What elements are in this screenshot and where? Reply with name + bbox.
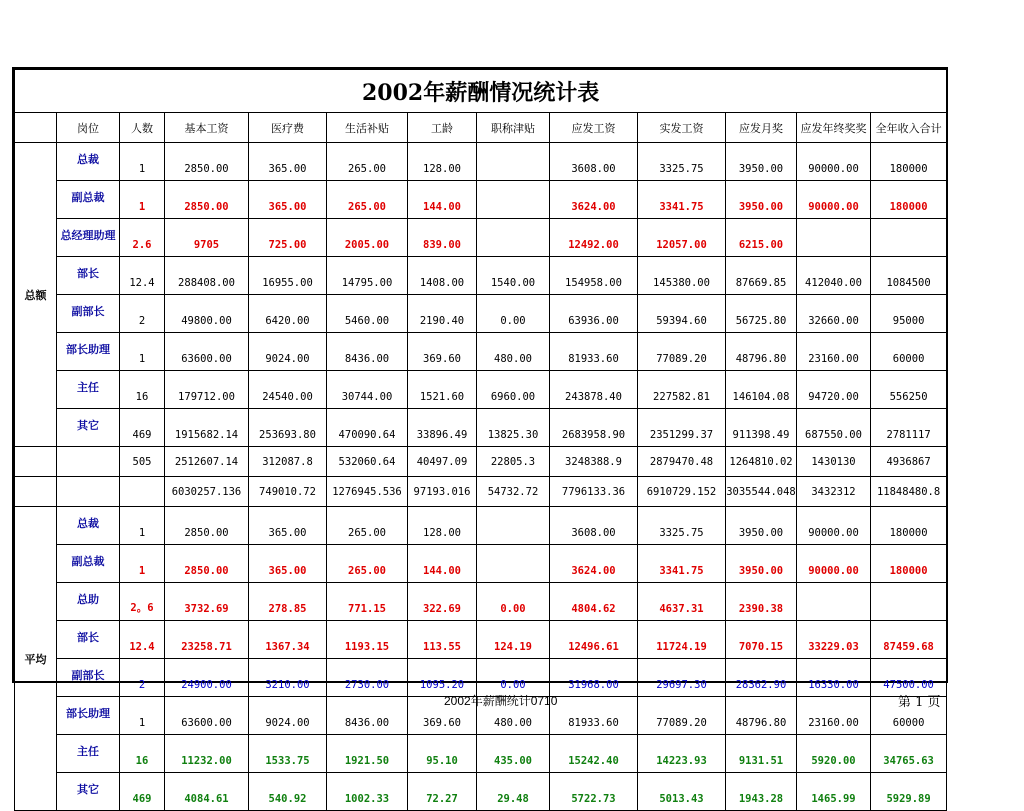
value-cell: 540.92 <box>249 773 327 811</box>
value-cell: 63936.00 <box>550 295 638 333</box>
value-cell: 1408.00 <box>408 257 477 295</box>
value-cell: 87669.85 <box>726 257 797 295</box>
value-cell: 243878.40 <box>550 371 638 409</box>
value-cell: 12492.00 <box>550 219 638 257</box>
header-row <box>15 113 947 143</box>
empty-cell <box>57 447 120 477</box>
table-row <box>15 545 947 583</box>
position-cell: 总经理助理 <box>57 219 120 257</box>
value-cell: 1367.34 <box>249 621 327 659</box>
value-cell: 7796133.36 <box>550 477 638 507</box>
value-cell: 312087.8 <box>249 447 327 477</box>
value-cell: 6030257.136 <box>165 477 249 507</box>
value-cell: 365.00 <box>249 181 327 219</box>
value-cell: 63600.00 <box>165 333 249 371</box>
column-header: 人数 <box>120 113 165 143</box>
value-cell: 180000 <box>871 507 947 545</box>
value-cell <box>797 583 871 621</box>
value-cell: 505 <box>120 447 165 477</box>
value-cell: 253693.80 <box>249 409 327 447</box>
group-label: 总额 <box>15 143 57 447</box>
value-cell: 687550.00 <box>797 409 871 447</box>
table-row <box>15 735 947 773</box>
value-cell: 49800.00 <box>165 295 249 333</box>
value-cell: 12496.61 <box>550 621 638 659</box>
table-row <box>15 219 947 257</box>
value-cell: 3624.00 <box>550 545 638 583</box>
value-cell: 60000 <box>871 697 947 735</box>
value-cell <box>797 219 871 257</box>
position-cell: 副总裁 <box>57 181 120 219</box>
table-row <box>15 143 947 181</box>
position-cell: 部长 <box>57 621 120 659</box>
value-cell: 2。6 <box>120 583 165 621</box>
value-cell: 90000.00 <box>797 143 871 181</box>
value-cell: 2879470.48 <box>638 447 726 477</box>
value-cell: 1540.00 <box>477 257 550 295</box>
value-cell: 11848480.8 <box>871 477 947 507</box>
value-cell: 3950.00 <box>726 143 797 181</box>
value-cell: 469 <box>120 773 165 811</box>
value-cell: 227582.81 <box>638 371 726 409</box>
value-cell: 16 <box>120 735 165 773</box>
value-cell: 532060.64 <box>327 447 408 477</box>
value-cell: 1465.99 <box>797 773 871 811</box>
value-cell: 14795.00 <box>327 257 408 295</box>
table-row <box>15 181 947 219</box>
value-cell: 4084.61 <box>165 773 249 811</box>
value-cell: 2351299.37 <box>638 409 726 447</box>
value-cell: 23258.71 <box>165 621 249 659</box>
position-cell: 副部长 <box>57 295 120 333</box>
value-cell: 94720.00 <box>797 371 871 409</box>
value-cell: 1 <box>120 181 165 219</box>
value-cell: 29697.30 <box>638 659 726 697</box>
table-row <box>15 333 947 371</box>
value-cell: 12.4 <box>120 257 165 295</box>
position-cell: 部长助理 <box>57 697 120 735</box>
value-cell: 5929.89 <box>871 773 947 811</box>
value-cell: 3608.00 <box>550 143 638 181</box>
value-cell: 5013.43 <box>638 773 726 811</box>
value-cell: 4804.62 <box>550 583 638 621</box>
value-cell: 12057.00 <box>638 219 726 257</box>
value-cell: 2.6 <box>120 219 165 257</box>
value-cell: 28362.90 <box>726 659 797 697</box>
column-header: 职称津贴 <box>477 113 550 143</box>
value-cell: 180000 <box>871 545 947 583</box>
table-row <box>15 583 947 621</box>
column-header <box>15 113 57 143</box>
value-cell: 90000.00 <box>797 181 871 219</box>
table-row <box>15 659 947 697</box>
position-cell: 主任 <box>57 735 120 773</box>
value-cell: 60000 <box>871 333 947 371</box>
value-cell: 322.69 <box>408 583 477 621</box>
value-cell: 4936867 <box>871 447 947 477</box>
value-cell: 16955.00 <box>249 257 327 295</box>
column-header: 应发月奖 <box>726 113 797 143</box>
value-cell: 3624.00 <box>550 181 638 219</box>
value-cell: 3341.75 <box>638 181 726 219</box>
value-cell: 435.00 <box>477 735 550 773</box>
value-cell: 265.00 <box>327 545 408 583</box>
value-cell: 56725.80 <box>726 295 797 333</box>
value-cell: 180000 <box>871 143 947 181</box>
position-cell: 其它 <box>57 409 120 447</box>
position-cell: 部长助理 <box>57 333 120 371</box>
value-cell: 1002.33 <box>327 773 408 811</box>
value-cell: 3608.00 <box>550 507 638 545</box>
value-cell <box>477 143 550 181</box>
position-cell: 副总裁 <box>57 545 120 583</box>
value-cell: 14223.93 <box>638 735 726 773</box>
value-cell: 23160.00 <box>797 697 871 735</box>
value-cell: 365.00 <box>249 545 327 583</box>
value-cell: 749010.72 <box>249 477 327 507</box>
column-header: 全年收入合计 <box>871 113 947 143</box>
value-cell: 2190.40 <box>408 295 477 333</box>
value-cell: 144.00 <box>408 545 477 583</box>
value-cell: 8436.00 <box>327 697 408 735</box>
column-header: 基本工资 <box>165 113 249 143</box>
value-cell: 1 <box>120 545 165 583</box>
value-cell: 146104.08 <box>726 371 797 409</box>
value-cell: 128.00 <box>408 507 477 545</box>
value-cell: 95000 <box>871 295 947 333</box>
value-cell <box>477 219 550 257</box>
value-cell: 1521.60 <box>408 371 477 409</box>
value-cell: 4637.31 <box>638 583 726 621</box>
value-cell: 2390.38 <box>726 583 797 621</box>
value-cell: 77089.20 <box>638 333 726 371</box>
value-cell: 1430130 <box>797 447 871 477</box>
table-title: 2002年薪酬情况统计表 <box>15 70 947 113</box>
value-cell: 2781117 <box>871 409 947 447</box>
value-cell: 265.00 <box>327 143 408 181</box>
value-cell: 54732.72 <box>477 477 550 507</box>
value-cell: 33229.03 <box>797 621 871 659</box>
value-cell: 113.55 <box>408 621 477 659</box>
value-cell: 0.00 <box>477 583 550 621</box>
value-cell: 2850.00 <box>165 507 249 545</box>
value-cell: 81933.60 <box>550 333 638 371</box>
column-header: 工龄 <box>408 113 477 143</box>
value-cell: 9705 <box>165 219 249 257</box>
value-cell: 72.27 <box>408 773 477 811</box>
value-cell: 3248388.9 <box>550 447 638 477</box>
value-cell: 22805.3 <box>477 447 550 477</box>
value-cell: 2 <box>120 295 165 333</box>
column-header: 应发工资 <box>550 113 638 143</box>
value-cell: 1921.50 <box>327 735 408 773</box>
value-cell: 6215.00 <box>726 219 797 257</box>
value-cell: 16330.00 <box>797 659 871 697</box>
value-cell: 24540.00 <box>249 371 327 409</box>
value-cell: 6420.00 <box>249 295 327 333</box>
value-cell: 3950.00 <box>726 181 797 219</box>
value-cell: 369.60 <box>408 333 477 371</box>
value-cell: 2005.00 <box>327 219 408 257</box>
value-cell: 77089.20 <box>638 697 726 735</box>
position-cell: 总助 <box>57 583 120 621</box>
value-cell <box>477 545 550 583</box>
value-cell: 9024.00 <box>249 333 327 371</box>
value-cell: 2850.00 <box>165 545 249 583</box>
value-cell: 3950.00 <box>726 545 797 583</box>
value-cell: 2730.00 <box>327 659 408 697</box>
value-cell: 5460.00 <box>327 295 408 333</box>
empty-cell <box>15 477 57 507</box>
position-cell: 主任 <box>57 371 120 409</box>
position-cell: 其它 <box>57 773 120 811</box>
sum-row <box>15 447 947 477</box>
value-cell: 1095.20 <box>408 659 477 697</box>
position-cell: 总裁 <box>57 507 120 545</box>
value-cell: 5722.73 <box>550 773 638 811</box>
empty-cell <box>57 477 120 507</box>
page-number: 第 1 页 <box>898 695 941 710</box>
value-cell: 2850.00 <box>165 143 249 181</box>
value-cell: 12.4 <box>120 621 165 659</box>
value-cell: 33896.49 <box>408 409 477 447</box>
value-cell: 3432312 <box>797 477 871 507</box>
value-cell: 0.00 <box>477 295 550 333</box>
value-cell: 48796.80 <box>726 697 797 735</box>
position-cell: 副部长 <box>57 659 120 697</box>
table-row <box>15 773 947 811</box>
value-cell: 3950.00 <box>726 507 797 545</box>
value-cell: 124.19 <box>477 621 550 659</box>
value-cell: 470090.64 <box>327 409 408 447</box>
value-cell: 365.00 <box>249 507 327 545</box>
value-cell: 1 <box>120 507 165 545</box>
value-cell: 369.60 <box>408 697 477 735</box>
value-cell: 6910729.152 <box>638 477 726 507</box>
table-row <box>15 257 947 295</box>
column-header: 岗位 <box>57 113 120 143</box>
value-cell: 90000.00 <box>797 545 871 583</box>
value-cell <box>871 219 947 257</box>
value-cell: 11232.00 <box>165 735 249 773</box>
value-cell: 2683958.90 <box>550 409 638 447</box>
value-cell: 15242.40 <box>550 735 638 773</box>
value-cell: 30744.00 <box>327 371 408 409</box>
value-cell: 911398.49 <box>726 409 797 447</box>
value-cell: 3325.75 <box>638 507 726 545</box>
value-cell: 1 <box>120 697 165 735</box>
value-cell: 48796.80 <box>726 333 797 371</box>
value-cell: 725.00 <box>249 219 327 257</box>
value-cell: 145380.00 <box>638 257 726 295</box>
value-cell: 469 <box>120 409 165 447</box>
empty-cell <box>15 447 57 477</box>
value-cell: 2 <box>120 659 165 697</box>
value-cell <box>477 181 550 219</box>
value-cell: 365.00 <box>249 143 327 181</box>
value-cell: 480.00 <box>477 333 550 371</box>
value-cell: 278.85 <box>249 583 327 621</box>
sheet-name: 2002年薪酬统计0710 <box>444 694 558 708</box>
value-cell: 1915682.14 <box>165 409 249 447</box>
value-cell: 6960.00 <box>477 371 550 409</box>
value-cell <box>871 583 947 621</box>
value-cell: 1 <box>120 143 165 181</box>
value-cell: 95.10 <box>408 735 477 773</box>
value-cell: 2850.00 <box>165 181 249 219</box>
value-cell: 480.00 <box>477 697 550 735</box>
value-cell: 3325.75 <box>638 143 726 181</box>
value-cell: 1276945.536 <box>327 477 408 507</box>
value-cell: 32660.00 <box>797 295 871 333</box>
value-cell: 59394.60 <box>638 295 726 333</box>
value-cell: 31968.00 <box>550 659 638 697</box>
value-cell: 1 <box>120 333 165 371</box>
value-cell: 40497.09 <box>408 447 477 477</box>
position-cell: 总裁 <box>57 143 120 181</box>
value-cell: 179712.00 <box>165 371 249 409</box>
value-cell: 180000 <box>871 181 947 219</box>
value-cell: 144.00 <box>408 181 477 219</box>
table-row <box>15 371 947 409</box>
value-cell: 90000.00 <box>797 507 871 545</box>
value-cell: 87459.68 <box>871 621 947 659</box>
value-cell: 556250 <box>871 371 947 409</box>
value-cell: 1084500 <box>871 257 947 295</box>
value-cell: 3035544.048 <box>726 477 797 507</box>
value-cell: 1533.75 <box>249 735 327 773</box>
value-cell: 3732.69 <box>165 583 249 621</box>
group-label: 平均 <box>15 507 57 811</box>
value-cell: 34765.63 <box>871 735 947 773</box>
value-cell: 154958.00 <box>550 257 638 295</box>
value-cell: 128.00 <box>408 143 477 181</box>
table-row <box>15 295 947 333</box>
value-cell: 0.00 <box>477 659 550 697</box>
value-cell <box>477 507 550 545</box>
value-cell: 7070.15 <box>726 621 797 659</box>
value-cell <box>120 477 165 507</box>
value-cell: 3341.75 <box>638 545 726 583</box>
table-row <box>15 621 947 659</box>
value-cell: 771.15 <box>327 583 408 621</box>
value-cell: 97193.016 <box>408 477 477 507</box>
value-cell: 839.00 <box>408 219 477 257</box>
value-cell: 2512607.14 <box>165 447 249 477</box>
value-cell: 5920.00 <box>797 735 871 773</box>
table-row <box>15 409 947 447</box>
value-cell: 9024.00 <box>249 697 327 735</box>
value-cell: 13825.30 <box>477 409 550 447</box>
column-header: 生活补贴 <box>327 113 408 143</box>
value-cell: 265.00 <box>327 181 408 219</box>
value-cell: 1264810.02 <box>726 447 797 477</box>
value-cell: 8436.00 <box>327 333 408 371</box>
value-cell: 63600.00 <box>165 697 249 735</box>
column-header: 实发工资 <box>638 113 726 143</box>
value-cell: 47500.00 <box>871 659 947 697</box>
column-header: 应发年终奖奖 <box>797 113 871 143</box>
value-cell: 1193.15 <box>327 621 408 659</box>
value-cell: 29.48 <box>477 773 550 811</box>
sum-row <box>15 477 947 507</box>
value-cell: 3210.00 <box>249 659 327 697</box>
value-cell: 412040.00 <box>797 257 871 295</box>
value-cell: 1943.28 <box>726 773 797 811</box>
table-row <box>15 507 947 545</box>
value-cell: 81933.60 <box>550 697 638 735</box>
value-cell: 11724.19 <box>638 621 726 659</box>
position-cell: 部长 <box>57 257 120 295</box>
column-header: 医疗费 <box>249 113 327 143</box>
value-cell: 288408.00 <box>165 257 249 295</box>
value-cell: 23160.00 <box>797 333 871 371</box>
value-cell: 24900.00 <box>165 659 249 697</box>
value-cell: 9131.51 <box>726 735 797 773</box>
value-cell: 16 <box>120 371 165 409</box>
value-cell: 265.00 <box>327 507 408 545</box>
